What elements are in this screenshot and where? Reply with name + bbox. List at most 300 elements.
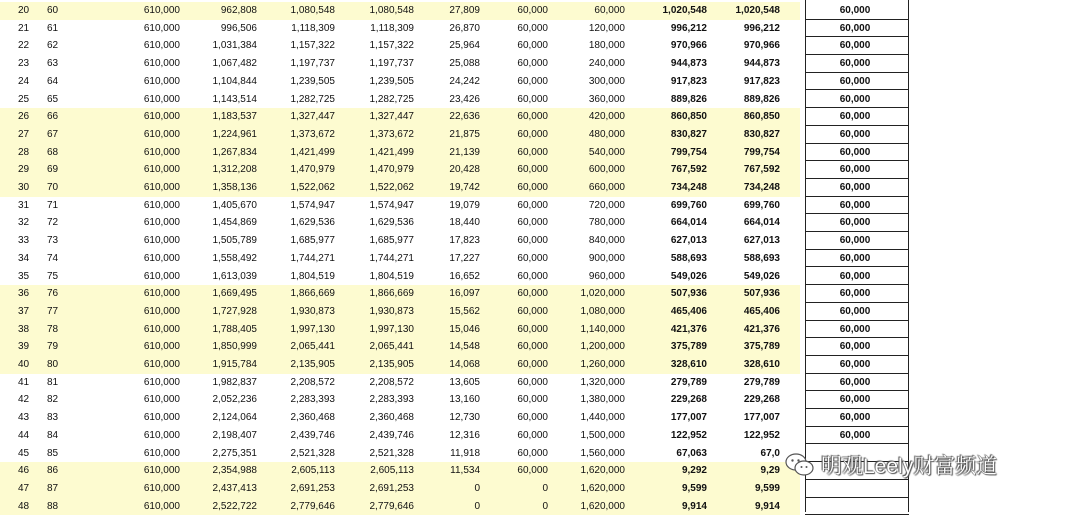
table-cell: 60,000 bbox=[839, 341, 871, 353]
table-cell: 1,440,000 bbox=[580, 412, 625, 424]
table-cell: 22,636 bbox=[449, 111, 480, 123]
table-cell: 1,031,384 bbox=[212, 40, 257, 52]
table-cell: 996,212 bbox=[743, 22, 780, 34]
table-cell: 465,406 bbox=[743, 305, 780, 317]
table-cell: 1,788,405 bbox=[212, 323, 257, 335]
table-cell: 610,000 bbox=[143, 235, 180, 247]
table-cell: 26 bbox=[18, 111, 30, 123]
table-cell: 180,000 bbox=[588, 40, 625, 52]
table-row bbox=[0, 409, 1080, 427]
table-row bbox=[0, 144, 1080, 162]
table-row bbox=[0, 73, 1080, 91]
table-cell: 79 bbox=[47, 341, 59, 353]
table-row bbox=[0, 214, 1080, 232]
table-cell: 46 bbox=[18, 465, 30, 477]
table-cell: 1,080,548 bbox=[369, 5, 414, 16]
table-cell: 122,952 bbox=[743, 429, 780, 441]
table-cell: 23 bbox=[18, 58, 30, 70]
table-cell: 2,198,407 bbox=[212, 429, 257, 441]
table-cell: 1,454,869 bbox=[212, 217, 257, 229]
table-cell: 63 bbox=[47, 58, 59, 70]
table-cell: 1,669,495 bbox=[212, 288, 257, 300]
table-cell: 2,360,468 bbox=[369, 412, 414, 424]
table-cell: 1,997,130 bbox=[369, 323, 414, 335]
table-cell: 1,915,784 bbox=[212, 359, 257, 370]
table-cell: 60,000 bbox=[517, 58, 548, 70]
table-cell bbox=[810, 498, 900, 515]
table-cell: 328,610 bbox=[743, 359, 780, 370]
table-cell: 375,789 bbox=[670, 341, 707, 353]
table-cell: 610,000 bbox=[143, 5, 180, 16]
table-cell: 80 bbox=[47, 359, 59, 370]
table-cell: 664,014 bbox=[743, 217, 780, 229]
table-cell: 11,918 bbox=[450, 447, 480, 459]
table-cell: 2,052,236 bbox=[212, 394, 257, 406]
table-cell: 2,065,441 bbox=[290, 341, 335, 353]
table-cell: 1,574,947 bbox=[369, 199, 414, 211]
table-row bbox=[0, 321, 1080, 339]
table-cell: 87 bbox=[47, 482, 59, 494]
table-cell: 1,200,000 bbox=[580, 341, 625, 353]
table-cell: 2,605,113 bbox=[370, 465, 414, 477]
table-cell: 799,754 bbox=[670, 146, 707, 158]
table-cell: 60,000 bbox=[839, 75, 871, 87]
table-cell: 1,358,136 bbox=[212, 182, 257, 193]
table-cell: 627,013 bbox=[743, 235, 780, 247]
table-cell: 18,440 bbox=[449, 217, 480, 229]
table-cell: 1,470,979 bbox=[369, 164, 414, 176]
table-cell: 1,157,322 bbox=[290, 40, 335, 52]
table-cell: 69 bbox=[47, 164, 59, 176]
table-row bbox=[0, 91, 1080, 109]
wechat-icon bbox=[785, 452, 815, 478]
table-cell: 2,779,646 bbox=[369, 500, 414, 512]
table-cell: 17,227 bbox=[449, 252, 480, 264]
table-cell: 2,605,113 bbox=[291, 465, 335, 477]
table-cell: 1,982,837 bbox=[212, 376, 257, 388]
table-cell: 970,966 bbox=[670, 40, 707, 52]
table-cell: 122,952 bbox=[670, 429, 707, 441]
table-row bbox=[0, 126, 1080, 144]
table-cell: 73 bbox=[47, 235, 59, 247]
table-cell: 64 bbox=[47, 75, 59, 87]
table-cell: 610,000 bbox=[143, 111, 180, 123]
table-cell: 1,282,725 bbox=[290, 93, 335, 105]
table-cell: 1,157,322 bbox=[369, 40, 414, 52]
table-cell: 699,760 bbox=[670, 199, 707, 211]
column-border-right bbox=[908, 0, 909, 512]
table-row bbox=[0, 55, 1080, 73]
table-cell: 60,000 bbox=[839, 429, 871, 441]
table-cell: 1,239,505 bbox=[290, 75, 335, 87]
table-row bbox=[0, 268, 1080, 286]
table-cell: 30 bbox=[18, 182, 30, 193]
table-cell: 1,620,000 bbox=[580, 500, 625, 512]
table-cell: 889,826 bbox=[743, 93, 780, 105]
table-cell: 60,000 bbox=[517, 465, 548, 477]
table-cell: 60,000 bbox=[839, 164, 871, 176]
table-cell: 1,282,725 bbox=[369, 93, 414, 105]
table-row bbox=[0, 356, 1080, 374]
table-cell: 549,026 bbox=[743, 270, 780, 282]
table-cell: 36 bbox=[18, 288, 30, 300]
table-cell: 610,000 bbox=[143, 288, 180, 300]
table-cell: 1,500,000 bbox=[580, 429, 625, 441]
table-cell: 660,000 bbox=[588, 182, 625, 193]
table-cell: 420,000 bbox=[588, 111, 625, 123]
table-cell: 60,000 bbox=[517, 394, 548, 406]
table-cell: 35 bbox=[18, 270, 30, 282]
table-cell: 72 bbox=[47, 217, 59, 229]
table-cell: 2,691,253 bbox=[290, 482, 335, 494]
table-cell: 610,000 bbox=[143, 465, 180, 477]
table-cell: 60,000 bbox=[839, 146, 871, 158]
table-cell: 627,013 bbox=[670, 235, 707, 247]
table-cell: 1,558,492 bbox=[212, 252, 257, 264]
table-cell: 67,063 bbox=[676, 447, 707, 459]
table-cell: 11,534 bbox=[450, 465, 480, 477]
table-cell: 25,088 bbox=[449, 58, 480, 70]
table-cell: 60,000 bbox=[839, 217, 871, 229]
table-cell: 279,789 bbox=[743, 376, 780, 388]
table-cell: 465,406 bbox=[670, 305, 707, 317]
table-cell: 1,380,000 bbox=[580, 394, 625, 406]
table-cell: 60,000 bbox=[839, 270, 871, 282]
table-cell: 588,693 bbox=[670, 252, 707, 264]
table-cell: 1,197,737 bbox=[369, 58, 414, 70]
table-cell: 610,000 bbox=[143, 447, 180, 459]
table-cell: 27 bbox=[18, 128, 30, 140]
table-cell: 2,208,572 bbox=[369, 376, 414, 388]
table-cell: 177,007 bbox=[743, 412, 780, 424]
table-cell: 767,592 bbox=[743, 164, 780, 176]
table-cell: 77 bbox=[47, 305, 59, 317]
table-cell: 76 bbox=[47, 288, 59, 300]
table-cell: 60,000 bbox=[517, 412, 548, 424]
table-cell: 60,000 bbox=[839, 40, 871, 52]
table-cell: 507,936 bbox=[743, 288, 780, 300]
table-cell: 38 bbox=[18, 323, 30, 335]
table-cell: 1,744,271 bbox=[369, 252, 414, 264]
table-cell: 610,000 bbox=[143, 359, 180, 370]
table-cell: 16,652 bbox=[449, 270, 480, 282]
table-cell: 2,437,413 bbox=[212, 482, 257, 494]
table-cell: 860,850 bbox=[670, 111, 707, 123]
table-cell: 71 bbox=[47, 199, 59, 211]
table-cell: 610,000 bbox=[143, 412, 180, 424]
table-cell: 1,574,947 bbox=[290, 199, 335, 211]
table-cell: 41 bbox=[18, 376, 30, 388]
table-cell: 60,000 bbox=[517, 40, 548, 52]
table-cell: 12,730 bbox=[449, 412, 480, 424]
table-cell: 60,000 bbox=[839, 199, 871, 211]
table-cell: 917,823 bbox=[670, 75, 707, 87]
table-cell: 917,823 bbox=[743, 75, 780, 87]
table-cell: 1,118,309 bbox=[370, 22, 414, 34]
table-cell: 42 bbox=[18, 394, 30, 406]
table-row bbox=[0, 498, 1080, 515]
table-cell: 27,809 bbox=[449, 5, 480, 16]
table-cell: 2,283,393 bbox=[369, 394, 414, 406]
table-cell: 610,000 bbox=[143, 182, 180, 193]
table-cell: 48 bbox=[18, 500, 30, 512]
table-cell: 2,135,905 bbox=[290, 359, 335, 370]
table-cell: 2,360,468 bbox=[290, 412, 335, 424]
table-cell: 1,020,548 bbox=[735, 5, 780, 16]
table-cell: 1,118,309 bbox=[291, 22, 335, 34]
table-cell: 74 bbox=[47, 252, 59, 264]
table-cell: 60,000 bbox=[517, 164, 548, 176]
table-cell: 1,143,514 bbox=[212, 93, 257, 105]
table-cell: 9,914 bbox=[681, 500, 707, 512]
table-row bbox=[0, 303, 1080, 321]
table-cell: 65 bbox=[47, 93, 59, 105]
watermark bbox=[785, 448, 1055, 482]
table-cell: 767,592 bbox=[670, 164, 707, 176]
table-cell: 24 bbox=[18, 75, 30, 87]
table-cell: 60,000 bbox=[517, 359, 548, 370]
table-cell: 1,997,130 bbox=[290, 323, 335, 335]
table-cell: 549,026 bbox=[670, 270, 707, 282]
table-cell: 610,000 bbox=[143, 75, 180, 87]
table-cell: 480,000 bbox=[588, 128, 625, 140]
table-row bbox=[0, 2, 1080, 20]
table-cell: 62 bbox=[47, 40, 59, 52]
table-cell: 944,873 bbox=[670, 58, 707, 70]
table-cell: 45 bbox=[18, 447, 30, 459]
table-row bbox=[0, 480, 1080, 498]
table-cell: 0 bbox=[542, 482, 548, 494]
table-cell: 34 bbox=[18, 252, 30, 264]
table-cell: 996,506 bbox=[220, 22, 257, 34]
table-cell: 328,610 bbox=[670, 359, 707, 370]
table-cell: 32 bbox=[18, 217, 30, 229]
table-cell: 1,140,000 bbox=[580, 323, 625, 335]
table-cell: 1,804,519 bbox=[290, 270, 335, 282]
table-cell: 375,789 bbox=[743, 341, 780, 353]
table-cell: 610,000 bbox=[143, 500, 180, 512]
table-cell: 60,000 bbox=[517, 270, 548, 282]
table-cell: 84 bbox=[47, 429, 59, 441]
table-cell: 1,620,000 bbox=[580, 482, 625, 494]
table-cell: 240,000 bbox=[588, 58, 625, 70]
table-cell: 1,685,977 bbox=[369, 235, 414, 247]
table-cell: 60,000 bbox=[839, 359, 871, 370]
table-cell: 2,065,441 bbox=[369, 341, 414, 353]
table-cell: 60,000 bbox=[839, 5, 871, 16]
table-cell: 15,046 bbox=[449, 323, 480, 335]
table-cell: 60,000 bbox=[839, 182, 871, 193]
table-cell: 1,373,672 bbox=[290, 128, 335, 140]
table-cell: 1,267,834 bbox=[212, 146, 257, 158]
table-cell: 610,000 bbox=[143, 58, 180, 70]
table-cell: 60,000 bbox=[517, 146, 548, 158]
table-row bbox=[0, 427, 1080, 445]
table-cell: 60,000 bbox=[517, 323, 548, 335]
table-cell: 229,268 bbox=[743, 394, 780, 406]
table-cell: 85 bbox=[47, 447, 59, 459]
table-cell: 799,754 bbox=[743, 146, 780, 158]
table-cell: 1,930,873 bbox=[369, 305, 414, 317]
table-cell: 1,020,000 bbox=[580, 288, 625, 300]
table-row bbox=[0, 374, 1080, 392]
table-cell: 962,808 bbox=[220, 5, 257, 16]
table-cell: 610,000 bbox=[143, 40, 180, 52]
table-cell: 60,000 bbox=[594, 5, 625, 16]
table-cell: 1,020,548 bbox=[662, 5, 707, 16]
table-cell: 25 bbox=[18, 93, 30, 105]
table-cell: 507,936 bbox=[670, 288, 707, 300]
table-cell: 2,439,746 bbox=[290, 429, 335, 441]
table-row bbox=[0, 391, 1080, 409]
table-cell: 2,439,746 bbox=[369, 429, 414, 441]
table-cell: 61 bbox=[47, 22, 59, 34]
table-cell: 1,067,482 bbox=[212, 58, 257, 70]
table-cell: 60,000 bbox=[839, 323, 871, 335]
table-cell: 1,744,271 bbox=[290, 252, 335, 264]
table-cell: 20,428 bbox=[449, 164, 480, 176]
table-cell: 2,691,253 bbox=[369, 482, 414, 494]
table-cell: 68 bbox=[47, 146, 59, 158]
table-cell: 22 bbox=[18, 40, 30, 52]
table-row bbox=[0, 179, 1080, 197]
table-cell: 1,239,505 bbox=[369, 75, 414, 87]
table-cell: 610,000 bbox=[143, 305, 180, 317]
table-cell: 47 bbox=[18, 482, 30, 494]
table-cell: 60,000 bbox=[839, 93, 871, 105]
table-cell: 33 bbox=[18, 235, 30, 247]
table-cell: 13,605 bbox=[449, 376, 480, 388]
table-cell: 24,242 bbox=[449, 75, 480, 87]
table-cell: 40 bbox=[18, 359, 30, 370]
table-cell: 67,0 bbox=[760, 447, 780, 459]
table-cell: 2,521,328 bbox=[290, 447, 335, 459]
table-row bbox=[0, 20, 1080, 38]
table-row bbox=[0, 232, 1080, 250]
table-cell: 1,183,537 bbox=[212, 111, 257, 123]
table-cell: 25,964 bbox=[449, 40, 480, 52]
table-cell: 421,376 bbox=[670, 323, 707, 335]
table-cell: 1,312,208 bbox=[212, 164, 257, 176]
table-cell: 900,000 bbox=[588, 252, 625, 264]
table-cell: 610,000 bbox=[143, 217, 180, 229]
table-cell: 44 bbox=[18, 429, 30, 441]
table-cell: 960,000 bbox=[588, 270, 625, 282]
table-cell: 67 bbox=[47, 128, 59, 140]
table-cell: 21 bbox=[18, 22, 30, 34]
table-cell: 60,000 bbox=[517, 217, 548, 229]
table-cell: 60,000 bbox=[839, 288, 871, 300]
table-cell: 21,875 bbox=[449, 128, 480, 140]
table-cell: 610,000 bbox=[143, 93, 180, 105]
table-cell: 699,760 bbox=[743, 199, 780, 211]
table-cell: 60,000 bbox=[517, 376, 548, 388]
table-cell: 1,685,977 bbox=[290, 235, 335, 247]
table-cell: 1,320,000 bbox=[580, 376, 625, 388]
table-cell: 88 bbox=[47, 500, 59, 512]
table-cell: 31 bbox=[18, 199, 30, 211]
table-row bbox=[0, 37, 1080, 55]
watermark-text: 明观Leely财富频道 bbox=[821, 455, 998, 478]
table-cell: 60,000 bbox=[517, 429, 548, 441]
table-cell: 86 bbox=[47, 465, 59, 477]
table-cell: 1,727,928 bbox=[212, 305, 257, 317]
table-cell: 1,421,499 bbox=[290, 146, 335, 158]
table-cell: 37 bbox=[18, 305, 30, 317]
table-row bbox=[0, 161, 1080, 179]
table-cell: 60,000 bbox=[517, 447, 548, 459]
table-cell: 66 bbox=[47, 111, 59, 123]
table-cell: 830,827 bbox=[743, 128, 780, 140]
table-cell: 734,248 bbox=[670, 182, 707, 193]
table-cell: 60,000 bbox=[839, 58, 871, 70]
table-cell: 1,104,844 bbox=[212, 75, 257, 87]
table-cell: 996,212 bbox=[670, 22, 707, 34]
table-cell: 14,548 bbox=[449, 341, 480, 353]
table-cell: 15,562 bbox=[449, 305, 480, 317]
table-cell: 840,000 bbox=[588, 235, 625, 247]
table-cell: 279,789 bbox=[670, 376, 707, 388]
table-cell: 75 bbox=[47, 270, 59, 282]
table-row bbox=[0, 108, 1080, 126]
table-cell: 82 bbox=[47, 394, 59, 406]
table-cell: 229,268 bbox=[670, 394, 707, 406]
table-cell: 1,629,536 bbox=[369, 217, 414, 229]
table-cell: 9,599 bbox=[681, 482, 707, 494]
table-cell: 78 bbox=[47, 323, 59, 335]
table-cell: 60,000 bbox=[517, 128, 548, 140]
table-cell: 0 bbox=[542, 500, 548, 512]
table-cell: 60,000 bbox=[839, 128, 871, 140]
table-cell: 14,068 bbox=[449, 359, 480, 370]
table-cell: 1,804,519 bbox=[369, 270, 414, 282]
table-cell: 610,000 bbox=[143, 323, 180, 335]
table-cell: 81 bbox=[47, 376, 59, 388]
table-cell: 0 bbox=[474, 482, 480, 494]
table-cell: 1,866,669 bbox=[290, 288, 335, 300]
table-cell: 60,000 bbox=[517, 75, 548, 87]
table-row bbox=[0, 285, 1080, 303]
table-cell: 610,000 bbox=[143, 199, 180, 211]
table-cell: 60,000 bbox=[839, 394, 871, 406]
table-cell: 21,139 bbox=[449, 146, 480, 158]
table-row bbox=[0, 250, 1080, 268]
table-cell: 120,000 bbox=[588, 22, 625, 34]
table-cell: 610,000 bbox=[143, 146, 180, 158]
table-cell: 60,000 bbox=[517, 288, 548, 300]
table-cell: 610,000 bbox=[143, 482, 180, 494]
table-cell: 1,421,499 bbox=[369, 146, 414, 158]
table-row bbox=[0, 338, 1080, 356]
table-cell: 28 bbox=[18, 146, 30, 158]
table-cell: 1,327,447 bbox=[369, 111, 414, 123]
table-cell: 20 bbox=[18, 5, 30, 16]
table-cell: 60,000 bbox=[517, 22, 548, 34]
table-cell: 60,000 bbox=[517, 252, 548, 264]
table-cell: 1,080,000 bbox=[580, 305, 625, 317]
table-cell: 60,000 bbox=[839, 111, 871, 123]
table-cell: 780,000 bbox=[588, 217, 625, 229]
table-cell: 830,827 bbox=[670, 128, 707, 140]
table-cell: 83 bbox=[47, 412, 59, 424]
table-cell: 610,000 bbox=[143, 376, 180, 388]
table-cell: 9,599 bbox=[754, 482, 780, 494]
table-cell: 1,327,447 bbox=[290, 111, 335, 123]
table-cell: 610,000 bbox=[143, 429, 180, 441]
table-cell: 2,124,064 bbox=[212, 412, 257, 424]
table-cell: 29 bbox=[18, 164, 30, 176]
table-cell: 970,966 bbox=[743, 40, 780, 52]
